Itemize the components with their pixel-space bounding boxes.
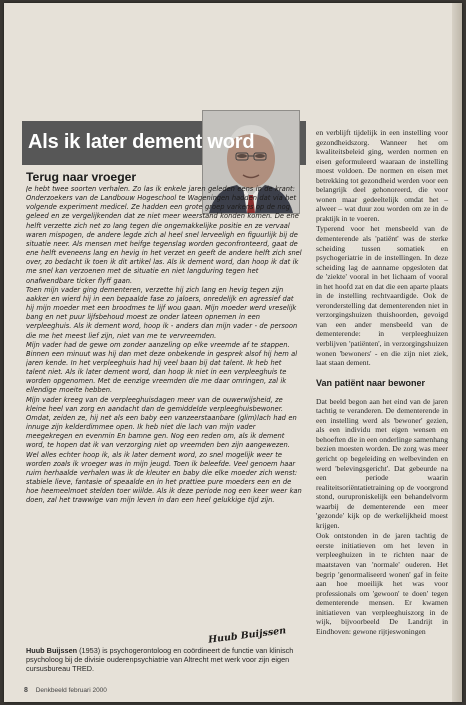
handwritten-paragraph: Mijn vader had de gewe om zonder aanzeling op elke vreemde af te stappen. Binnen een minuut was hij dan met deze onbekende in gesprek alsof hij hem al jaren kende. In het verpleeghuis had hij veel baan bij dat talent. Ik heb het talent niet. Als ik later dement word, dan hoop ik niet in een verpleeghuis te worden opgenomen. Met de eenzige vreemden die me daar omringen, zal ik ellendige moeite hebben. bbox=[26, 340, 298, 395]
right-paragraph: Ook ontstonden in de jaren tachtig de eerste initiatieven om het leven in verpleeghuizen in te richten naar de maatstaven van 'normale' ouderen. Het begrip 'genormaliseerd wonen' gaf in feite aan hoe moeilijk het was voor professionals om 'gewoon' te doen' tegen dementerende mensen. Er kwamen initiatieven van verpleeghuiszorg in de wijk, bijvoorbeeld De Landrijt in Eindhoven: gewone rijtjeswoningen bbox=[316, 531, 448, 636]
bio-name: Huub Buijssen bbox=[26, 646, 78, 655]
handwritten-paragraph: Toen mijn vader ging dementeren, verzette hij zich lang en hevig tegen zijn aakker en wierd hij in een bepaalde fase zo jaloers, onredelijk en agressief dat hij mijn moeder met een broodmes te lijf wou gaan. Mijn moeder werd vreselijk bang en net puur lijfsbehoud moest ze onder lateen opnemen in een verpleeghuis. Als ik dement word, hoop ik - anders dan mijn vader - de persoon die me het meest lief zijn, niet van me te vervreemden. bbox=[26, 285, 298, 340]
page-footer bbox=[24, 687, 107, 694]
article-subtitle: Terug naar vroeger bbox=[26, 170, 137, 184]
author-bio bbox=[26, 646, 304, 673]
right-column bbox=[316, 128, 448, 637]
section-heading: Van patiënt naar bewoner bbox=[316, 377, 426, 388]
handwritten-paragraph: Wel alles echter hoop ik, als ik later dement word, zo snel mogelijk weer te worden zoals ik vroeger was in mijn jeugd. Toen ik beleefde. Veel genoem haar ruim herhaalde verhalen was ik de kleuter en baby die elke moeder zich wenst: stabiele lieve, fantasie of speaalde en in het prattiee pure moeders een en de hoe heemeelmoet stelden toer wiilde. Als ik deze periode nog een keer weer kan doen, zal het trawwige van mijn leven in dan een heel gelukkige tijd zijn. bbox=[26, 450, 302, 505]
page-edge bbox=[452, 3, 462, 702]
page-number: 8 bbox=[24, 687, 28, 694]
bio-text: (1953) is psychogerontoloog en coördineert de functie van klinisch psycholoog bij de divisie ouderenpsychiatrie van Altrecht met werk voor zijn eigen cursusbureau TRED. bbox=[26, 646, 294, 673]
right-paragraph: Typerend voor het mensbeeld van de dementerende als 'patiënt' was de sterke scheiding tussen somatiek en psychogeriatrie in de instellingen. In deze scheiding lag de aanname opgesloten dat de 'ziekte' vooral in het lichaam of vooral in het hoofd zat en dat die een aparte plaats in de instelling rechtvaardigde. Ook de veronderstelling dat dementerenden niet in verzorgingshuizen thuishoorden, gevoigd van een ander mensbeeld van de dementerende: in verpleeghuizen verblijven 'patiënten', in verzorgingshuizen wonen 'bewoners' - en die zijn niet ziek, laat staan dement. bbox=[316, 224, 448, 368]
handwritten-paragraph: Mijn vader kreeg van de verpleeghuisdagen meer van de ouwerwijsheid, ze kleine heel van zorg en aandacht dan de gemiddelde verpleeghuisbewoner. Omdat, zeiden ze, hij net als een baby een vanzeerstaanbare (glim)lach had en innuge zijn kelderdimmee open. Ik heb niet die lach van mijn vader meegekregen en evenmin En bamne gen. Nog een reden om, als ik dement word, te hopen dat ik van verzorging niet op vreemden ben zijn aangewezen. bbox=[26, 395, 297, 450]
article-headline: Als ik later dement word bbox=[28, 131, 255, 153]
handwritten-paragraph: Je hebt twee soorten verhalen. Zo las ik enkele jaren geleden eens in de krant: Onderzoekers van de Landbouw Hogeschool te Wageningen hadden dat via het volgende experiment medicel. Ze hadden een grote groep varkens op de nog geleed en ze vergelijkenden dat ze niet meer weerstand konden komen. De ene helft verzette zich net zo lang tegen die ongemakkelijke positie en ze vervaal waren mispogen, de andere legde zich al heel snel lerveeligh en figuurlijk bij de situatie neer. Als mensen met heifge tegenslag worden geconfronteerd, gaat de ene helft eveneens lang en hevig in het verzet en geeft de andere helft zich snel over, zo bedacht ik toen ik dit artikel las. Als ik dement word, dan hoop ik dat ik me snel kan verzoenen met de situatie en niet langduring tegen het onafwendbare ticker flyff gaan. bbox=[26, 185, 302, 285]
right-paragraph: Dat beeld begon aan het eind van de jaren tachtig te veranderen. De dementerende in een instelling werd als 'bewoner' gezien, als een individu met eigen wensen en behoeften die in een onderlinge samenhang bezien moesten worden. De zorg was meer gericht op begeleiding en welbevinden en werd 'belevingsgericht'. Dat gebeurde na een periode waarin realiteitsoriëntatietraining op de voorgrond stond, ouruproniskelijk een behandelvorm waarbij de dementerende een meer 'gezonde' kijk op de werkelijkheid moest krijgen. bbox=[316, 396, 448, 530]
magazine-page bbox=[4, 3, 462, 702]
right-paragraph: en verblijft tijdelijk in een instelling voor gezondheidszorg. Wanneer het om kwaliteitsbeleid ging, werden normen en eisen geformuleerd waaraan de instelling moest voldoen. De normen en eisen met betrekking tot gezondheid werden voor een belangrijk deel gehonoreerd, die voor wonen maar gedeeltelijk omdat het – alweer – wat duur zou worden om ze in de praktijk in te voeren. bbox=[316, 128, 448, 223]
magazine-name: Denkbeeld februari 2000 bbox=[35, 687, 107, 694]
handwritten-body bbox=[26, 185, 302, 639]
author-signature: Huub Buijssen bbox=[207, 625, 287, 646]
